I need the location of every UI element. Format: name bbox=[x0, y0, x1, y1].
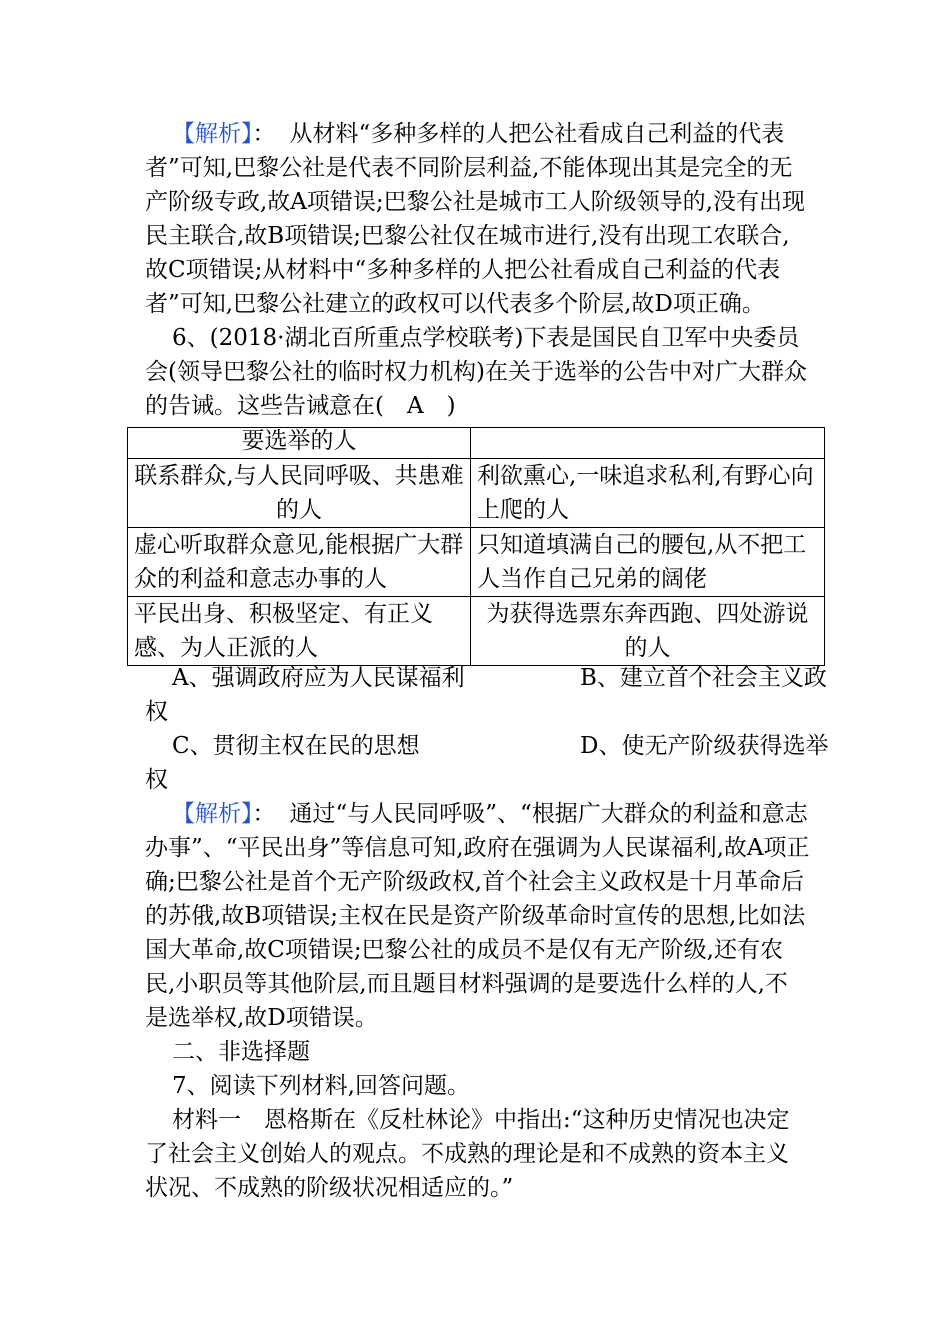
table-cell: 虚心听取群众意见,能根据广大群众的利益和意志办事的人 bbox=[128, 528, 471, 597]
question-7-material-1: 材料一 恩格斯在《反杜林论》中指出:“这种历史情况也决定了社会主义创始人的观点。不成熟的理论是和不成熟的资本主义状况、不成熟的阶级状况相适应的。” bbox=[145, 1107, 790, 1201]
table-row bbox=[128, 459, 825, 528]
table-row bbox=[128, 597, 825, 666]
analysis-colon: ： bbox=[252, 121, 276, 147]
analysis-text: 从材料“多种多样的人把公社看成自己利益的代表者”可知,巴黎公社是代表不同阶层利益,不能体现出其是完全的无产阶级专政,故A项错误;巴黎公社是城市工人阶级领导的,没有出现民主联合,故B项错误;巴黎公社仅在城市进行,没有出现工农联合,故C项错误;从材料中“多种多样的人把公社看成自己利益的代表者”可知,巴黎公社建立的政权可以代表多个阶层,故D项正确。 bbox=[145, 121, 805, 317]
table-cell: 只知道填满自己的腰包,从不把工人当作自己兄弟的阔佬 bbox=[471, 528, 825, 597]
option-d-tail: 权 bbox=[145, 767, 168, 793]
analysis-tag: 【解析】 bbox=[172, 121, 253, 147]
analysis-2 bbox=[145, 797, 810, 1035]
table-cell: 平民出身、积极坚定、有正义感、为人正派的人 bbox=[128, 597, 471, 666]
analysis-1 bbox=[145, 117, 810, 321]
section-heading: 二、非选择题 bbox=[172, 1039, 310, 1065]
table-header-cell: 要选举的人 bbox=[128, 428, 471, 459]
option-b: B、建立首个社会主义政 bbox=[580, 665, 827, 691]
question-6-stem: 6、(2018·湖北百所重点学校联考)下表是国民自卫军中央委员会(领导巴黎公社的临时权力机构)在关于选举的公告中对广大群众的告诫。这些告诫意在( A ) bbox=[145, 325, 807, 419]
table-cell: 为获得选票东奔西跑、四处游说的人 bbox=[471, 597, 825, 666]
table-row bbox=[128, 528, 825, 597]
table-cell: 联系群众,与人民同呼吸、共患难的人 bbox=[128, 459, 471, 528]
election-table bbox=[127, 427, 825, 666]
table-cell: 利欲熏心,一味追求私利,有野心向上爬的人 bbox=[471, 459, 825, 528]
option-d: D、使无产阶级获得选举 bbox=[580, 733, 829, 759]
analysis-tag: 【解析】 bbox=[172, 801, 253, 827]
option-c: C、贯彻主权在民的思想 bbox=[172, 733, 420, 759]
option-b-tail: 权 bbox=[145, 699, 168, 725]
analysis-colon: ： bbox=[252, 801, 276, 827]
table-header-row bbox=[128, 428, 825, 459]
table-header-cell bbox=[471, 428, 825, 459]
option-a: A、强调政府应为人民谋福利 bbox=[172, 665, 465, 691]
analysis-text: 通过“与人民同呼吸”、“根据广大群众的利益和意志办事”、“平民出身”等信息可知,政府在强调为人民谋福利,故A项正确;巴黎公社是首个无产阶级政权,首个社会主义政权是十月革命后的苏俄,故B项错误;主权在民是资产阶级革命时宣传的思想,比如法国大革命,故C项错误;巴黎公社的成员不是仅有无产阶级,还有农民,小职员等其他阶层,而且题目材料强调的是要选什么样的人,不是选举权,故D项错误。 bbox=[145, 801, 810, 1031]
question-7-stem: 7、阅读下列材料,回答问题。 bbox=[172, 1073, 470, 1099]
